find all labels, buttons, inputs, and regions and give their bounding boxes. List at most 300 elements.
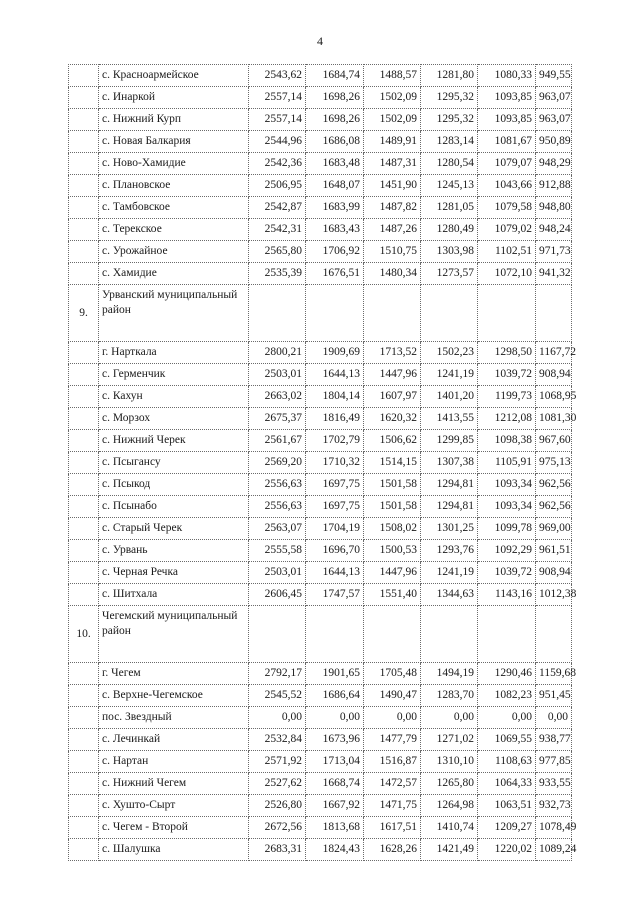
- value-col-5: 1079,02: [478, 219, 536, 241]
- settlement-name: пос. Звездный: [99, 707, 249, 729]
- row-number: [69, 131, 99, 153]
- value-col-3: 1500,53: [364, 540, 421, 562]
- value-col-3: 1472,57: [364, 773, 421, 795]
- value-col-6: 963,07: [536, 87, 572, 109]
- value-col-3: 1501,58: [364, 496, 421, 518]
- row-number: 10.: [69, 606, 99, 663]
- value-col-2: 0,00: [306, 707, 364, 729]
- table-row: [69, 663, 572, 685]
- value-col-2: 1696,70: [306, 540, 364, 562]
- value-col-5: 1093,34: [478, 474, 536, 496]
- settlement-name: с. Урожайное: [99, 241, 249, 263]
- value-col-1: 2544,96: [249, 131, 306, 153]
- value-col-2: 1686,08: [306, 131, 364, 153]
- value-col-5: [478, 606, 536, 663]
- settlement-name: с. Нижний Черек: [99, 430, 249, 452]
- value-col-1: 2503,01: [249, 562, 306, 584]
- value-col-5: 1093,85: [478, 109, 536, 131]
- value-col-2: 1813,68: [306, 817, 364, 839]
- value-col-4: 1401,20: [421, 386, 478, 408]
- table-row: [69, 540, 572, 562]
- value-col-1: 2557,14: [249, 87, 306, 109]
- value-col-5: 1093,85: [478, 87, 536, 109]
- value-col-5: 1069,55: [478, 729, 536, 751]
- value-col-4: 1283,70: [421, 685, 478, 707]
- row-number: [69, 386, 99, 408]
- value-col-4: 1293,76: [421, 540, 478, 562]
- value-col-3: 1477,79: [364, 729, 421, 751]
- value-col-1: 2606,45: [249, 584, 306, 606]
- table-row: [69, 452, 572, 474]
- value-col-6: 1159,68: [536, 663, 572, 685]
- value-col-3: [364, 285, 421, 342]
- row-number: [69, 795, 99, 817]
- value-col-2: 1676,51: [306, 263, 364, 285]
- value-col-4: 1245,13: [421, 175, 478, 197]
- value-col-6: 1012,38: [536, 584, 572, 606]
- value-col-4: 1280,49: [421, 219, 478, 241]
- value-col-2: 1686,64: [306, 685, 364, 707]
- value-col-5: 1080,33: [478, 65, 536, 87]
- table-row: [69, 197, 572, 219]
- row-number: [69, 197, 99, 219]
- value-col-4: [421, 285, 478, 342]
- settlement-name: с. Нижний Чегем: [99, 773, 249, 795]
- table-row: [69, 219, 572, 241]
- row-number: [69, 562, 99, 584]
- value-col-2: [306, 285, 364, 342]
- row-number: [69, 685, 99, 707]
- value-col-1: 2800,21: [249, 342, 306, 364]
- value-col-4: 1294,81: [421, 474, 478, 496]
- table-row: [69, 131, 572, 153]
- settlement-name: с. Инаркой: [99, 87, 249, 109]
- value-col-5: 1072,10: [478, 263, 536, 285]
- value-col-3: 1617,51: [364, 817, 421, 839]
- value-col-1: 2542,36: [249, 153, 306, 175]
- value-col-1: 2543,62: [249, 65, 306, 87]
- value-col-3: 1502,09: [364, 109, 421, 131]
- table-row: [69, 817, 572, 839]
- value-col-6: 932,73: [536, 795, 572, 817]
- value-col-6: 969,00: [536, 518, 572, 540]
- settlement-name: с. Тамбовское: [99, 197, 249, 219]
- value-col-3: 1514,15: [364, 452, 421, 474]
- row-number: [69, 584, 99, 606]
- settlement-name: с. Хамидие: [99, 263, 249, 285]
- value-col-4: 1344,63: [421, 584, 478, 606]
- row-number: [69, 263, 99, 285]
- value-col-2: 1698,26: [306, 87, 364, 109]
- value-col-6: 908,94: [536, 364, 572, 386]
- district-row: [69, 606, 572, 663]
- row-number: [69, 707, 99, 729]
- table-row: [69, 364, 572, 386]
- value-col-4: 1295,32: [421, 109, 478, 131]
- value-col-6: 948,29: [536, 153, 572, 175]
- value-col-5: 1209,27: [478, 817, 536, 839]
- value-col-1: 2506,95: [249, 175, 306, 197]
- value-col-6: 933,55: [536, 773, 572, 795]
- value-col-4: 1294,81: [421, 496, 478, 518]
- settlement-name: с. Старый Черек: [99, 518, 249, 540]
- settlement-name: с. Лечинкай: [99, 729, 249, 751]
- settlement-name: с. Верхне-Чегемское: [99, 685, 249, 707]
- value-col-5: 1039,72: [478, 562, 536, 584]
- value-col-3: 1607,97: [364, 386, 421, 408]
- value-col-3: 1489,91: [364, 131, 421, 153]
- settlement-name: г. Нарткала: [99, 342, 249, 364]
- value-col-3: 1451,90: [364, 175, 421, 197]
- value-col-3: 1447,96: [364, 364, 421, 386]
- value-col-1: 2672,56: [249, 817, 306, 839]
- row-number: [69, 839, 99, 861]
- settlement-name: с. Черная Речка: [99, 562, 249, 584]
- value-col-1: 2556,63: [249, 474, 306, 496]
- value-col-1: 2555,58: [249, 540, 306, 562]
- table-row: [69, 584, 572, 606]
- row-number: [69, 241, 99, 263]
- value-col-1: 2675,37: [249, 408, 306, 430]
- settlement-name: с. Чегем - Второй: [99, 817, 249, 839]
- value-col-3: 1506,62: [364, 430, 421, 452]
- value-col-2: 1804,14: [306, 386, 364, 408]
- value-col-5: 1079,07: [478, 153, 536, 175]
- settlement-name: с. Кахун: [99, 386, 249, 408]
- settlement-name: с. Псынабо: [99, 496, 249, 518]
- value-col-2: 1747,57: [306, 584, 364, 606]
- row-number: [69, 109, 99, 131]
- row-number: [69, 342, 99, 364]
- value-col-2: 1697,75: [306, 496, 364, 518]
- settlement-name: с. Хушто-Сырт: [99, 795, 249, 817]
- value-col-3: 1487,82: [364, 197, 421, 219]
- district-row: [69, 285, 572, 342]
- value-col-3: 0,00: [364, 707, 421, 729]
- settlement-name: с. Шитхала: [99, 584, 249, 606]
- value-col-6: [536, 606, 572, 663]
- table-row: [69, 562, 572, 584]
- settlement-name: с. Псыкод: [99, 474, 249, 496]
- value-col-2: 1667,92: [306, 795, 364, 817]
- value-col-2: 1901,65: [306, 663, 364, 685]
- value-col-3: 1488,57: [364, 65, 421, 87]
- table-row: [69, 109, 572, 131]
- row-number: [69, 496, 99, 518]
- row-number: [69, 153, 99, 175]
- value-col-5: 1092,29: [478, 540, 536, 562]
- table-row: [69, 175, 572, 197]
- value-col-1: 2563,07: [249, 518, 306, 540]
- settlement-name: с. Морзох: [99, 408, 249, 430]
- value-col-2: 1824,43: [306, 839, 364, 861]
- value-col-5: 1082,23: [478, 685, 536, 707]
- value-col-6: 1081,30: [536, 408, 572, 430]
- value-col-2: 1697,75: [306, 474, 364, 496]
- value-col-3: 1502,09: [364, 87, 421, 109]
- value-col-3: 1471,75: [364, 795, 421, 817]
- value-col-3: 1516,87: [364, 751, 421, 773]
- row-number: [69, 175, 99, 197]
- value-col-2: 1684,74: [306, 65, 364, 87]
- value-col-5: 1108,63: [478, 751, 536, 773]
- table-row: [69, 430, 572, 452]
- value-col-1: 2569,20: [249, 452, 306, 474]
- value-col-4: 1295,32: [421, 87, 478, 109]
- value-col-4: 1241,19: [421, 562, 478, 584]
- value-col-1: 2792,17: [249, 663, 306, 685]
- value-col-1: 2571,92: [249, 751, 306, 773]
- row-number: [69, 751, 99, 773]
- value-col-1: 2526,80: [249, 795, 306, 817]
- table-row: [69, 241, 572, 263]
- value-col-5: 1199,73: [478, 386, 536, 408]
- table-row: [69, 386, 572, 408]
- value-col-3: 1490,47: [364, 685, 421, 707]
- value-col-3: 1447,96: [364, 562, 421, 584]
- value-col-1: 2556,63: [249, 496, 306, 518]
- value-col-6: 938,77: [536, 729, 572, 751]
- value-col-4: 1280,54: [421, 153, 478, 175]
- district-name: Урванский муниципальный район: [99, 285, 249, 342]
- value-col-3: 1628,26: [364, 839, 421, 861]
- value-col-2: 1673,96: [306, 729, 364, 751]
- value-col-6: 963,07: [536, 109, 572, 131]
- value-col-1: 2542,31: [249, 219, 306, 241]
- value-col-3: 1487,31: [364, 153, 421, 175]
- value-col-2: 1713,04: [306, 751, 364, 773]
- value-col-5: 1039,72: [478, 364, 536, 386]
- value-col-1: 2542,87: [249, 197, 306, 219]
- value-col-5: 0,00: [478, 707, 536, 729]
- settlement-name: с. Нижний Курп: [99, 109, 249, 131]
- value-col-4: 1273,57: [421, 263, 478, 285]
- table-row: [69, 707, 572, 729]
- value-col-5: 1099,78: [478, 518, 536, 540]
- value-col-6: 948,24: [536, 219, 572, 241]
- value-col-3: 1551,40: [364, 584, 421, 606]
- value-col-6: 908,94: [536, 562, 572, 584]
- value-col-6: 1078,49: [536, 817, 572, 839]
- value-col-1: 2683,31: [249, 839, 306, 861]
- settlement-name: с. Герменчик: [99, 364, 249, 386]
- settlement-name: с. Урвань: [99, 540, 249, 562]
- value-col-2: 1698,26: [306, 109, 364, 131]
- table-row: [69, 474, 572, 496]
- value-col-1: [249, 285, 306, 342]
- value-col-6: 962,56: [536, 474, 572, 496]
- value-col-2: 1909,69: [306, 342, 364, 364]
- value-col-4: 1307,38: [421, 452, 478, 474]
- table-row: [69, 729, 572, 751]
- value-col-4: 1421,49: [421, 839, 478, 861]
- value-col-2: 1706,92: [306, 241, 364, 263]
- value-col-5: 1079,58: [478, 197, 536, 219]
- value-col-3: 1705,48: [364, 663, 421, 685]
- district-name: Чегемский муниципальный район: [99, 606, 249, 663]
- value-col-6: 1089,24: [536, 839, 572, 861]
- value-col-4: 1264,98: [421, 795, 478, 817]
- value-col-3: 1510,75: [364, 241, 421, 263]
- value-col-2: 1702,79: [306, 430, 364, 452]
- table-row: [69, 839, 572, 861]
- settlement-name: с. Псыгансу: [99, 452, 249, 474]
- value-col-5: 1105,91: [478, 452, 536, 474]
- value-col-2: 1683,43: [306, 219, 364, 241]
- table-row: [69, 153, 572, 175]
- row-number: [69, 65, 99, 87]
- row-number: [69, 452, 99, 474]
- value-col-4: 1281,05: [421, 197, 478, 219]
- value-col-2: 1648,07: [306, 175, 364, 197]
- value-col-6: 950,89: [536, 131, 572, 153]
- value-col-6: [536, 285, 572, 342]
- value-col-1: 2503,01: [249, 364, 306, 386]
- table-row: [69, 342, 572, 364]
- value-col-1: 2527,62: [249, 773, 306, 795]
- settlement-name: с. Терекское: [99, 219, 249, 241]
- row-number: [69, 663, 99, 685]
- value-col-3: 1713,52: [364, 342, 421, 364]
- value-col-5: 1064,33: [478, 773, 536, 795]
- row-number: 9.: [69, 285, 99, 342]
- value-col-6: 971,73: [536, 241, 572, 263]
- value-col-3: [364, 606, 421, 663]
- value-col-6: 975,13: [536, 452, 572, 474]
- value-col-1: 2532,84: [249, 729, 306, 751]
- row-number: [69, 364, 99, 386]
- value-col-4: [421, 606, 478, 663]
- row-number: [69, 219, 99, 241]
- value-col-1: [249, 606, 306, 663]
- value-col-5: 1063,51: [478, 795, 536, 817]
- value-col-4: 1410,74: [421, 817, 478, 839]
- value-col-6: 0,00: [536, 707, 572, 729]
- page-number: 4: [317, 34, 323, 48]
- value-col-5: 1102,51: [478, 241, 536, 263]
- value-col-4: 1271,02: [421, 729, 478, 751]
- value-col-4: 1413,55: [421, 408, 478, 430]
- value-col-4: 0,00: [421, 707, 478, 729]
- value-col-6: 1068,95: [536, 386, 572, 408]
- value-col-3: 1501,58: [364, 474, 421, 496]
- table-row: [69, 496, 572, 518]
- value-col-2: 1710,32: [306, 452, 364, 474]
- table-body: [69, 65, 577, 861]
- value-col-4: 1299,85: [421, 430, 478, 452]
- row-number: [69, 729, 99, 751]
- value-col-5: 1298,50: [478, 342, 536, 364]
- row-number: [69, 87, 99, 109]
- value-col-1: 2535,39: [249, 263, 306, 285]
- row-number: [69, 474, 99, 496]
- row-number: [69, 540, 99, 562]
- value-col-2: 1683,48: [306, 153, 364, 175]
- value-col-1: 2565,80: [249, 241, 306, 263]
- value-col-6: 961,51: [536, 540, 572, 562]
- row-number: [69, 518, 99, 540]
- value-col-6: 967,60: [536, 430, 572, 452]
- value-col-4: 1283,14: [421, 131, 478, 153]
- value-col-5: 1220,02: [478, 839, 536, 861]
- value-col-2: 1668,74: [306, 773, 364, 795]
- value-col-2: [306, 606, 364, 663]
- value-col-3: 1480,34: [364, 263, 421, 285]
- value-col-4: 1265,80: [421, 773, 478, 795]
- settlement-name: с. Красноармейское: [99, 65, 249, 87]
- value-col-5: 1290,46: [478, 663, 536, 685]
- value-col-1: 2545,52: [249, 685, 306, 707]
- table-row: [69, 408, 572, 430]
- settlement-name: с. Плановское: [99, 175, 249, 197]
- value-col-2: 1644,13: [306, 364, 364, 386]
- value-col-6: 1167,72: [536, 342, 572, 364]
- row-number: [69, 773, 99, 795]
- row-number: [69, 430, 99, 452]
- value-col-5: 1143,16: [478, 584, 536, 606]
- table-row: [69, 65, 572, 87]
- value-col-4: 1310,10: [421, 751, 478, 773]
- settlement-name: г. Чегем: [99, 663, 249, 685]
- value-col-4: 1241,19: [421, 364, 478, 386]
- tariff-table: [68, 64, 577, 861]
- value-col-6: 949,55: [536, 65, 572, 87]
- value-col-4: 1494,19: [421, 663, 478, 685]
- value-col-1: 2561,67: [249, 430, 306, 452]
- value-col-1: 2663,02: [249, 386, 306, 408]
- settlement-name: с. Нартан: [99, 751, 249, 773]
- table-row: [69, 263, 572, 285]
- table-row: [69, 518, 572, 540]
- value-col-6: 962,56: [536, 496, 572, 518]
- settlement-name: с. Шалушка: [99, 839, 249, 861]
- value-col-3: 1620,32: [364, 408, 421, 430]
- value-col-5: 1093,34: [478, 496, 536, 518]
- value-col-5: 1212,08: [478, 408, 536, 430]
- table-row: [69, 685, 572, 707]
- value-col-6: 912,88: [536, 175, 572, 197]
- row-number: [69, 817, 99, 839]
- row-number: [69, 408, 99, 430]
- table-row: [69, 773, 572, 795]
- value-col-5: [478, 285, 536, 342]
- value-col-5: 1098,38: [478, 430, 536, 452]
- value-col-2: 1644,13: [306, 562, 364, 584]
- value-col-1: 2557,14: [249, 109, 306, 131]
- value-col-4: 1281,80: [421, 65, 478, 87]
- value-col-4: 1502,23: [421, 342, 478, 364]
- value-col-4: 1303,98: [421, 241, 478, 263]
- value-col-2: 1704,19: [306, 518, 364, 540]
- settlement-name: с. Новая Балкария: [99, 131, 249, 153]
- value-col-6: 948,80: [536, 197, 572, 219]
- value-col-3: 1487,26: [364, 219, 421, 241]
- table-row: [69, 87, 572, 109]
- value-col-1: 0,00: [249, 707, 306, 729]
- value-col-6: 941,32: [536, 263, 572, 285]
- value-col-5: 1081,67: [478, 131, 536, 153]
- value-col-3: 1508,02: [364, 518, 421, 540]
- table-row: [69, 751, 572, 773]
- table-row: [69, 795, 572, 817]
- value-col-5: 1043,66: [478, 175, 536, 197]
- value-col-6: 951,45: [536, 685, 572, 707]
- value-col-2: 1816,49: [306, 408, 364, 430]
- value-col-2: 1683,99: [306, 197, 364, 219]
- value-col-4: 1301,25: [421, 518, 478, 540]
- value-col-6: 977,85: [536, 751, 572, 773]
- settlement-name: с. Ново-Хамидие: [99, 153, 249, 175]
